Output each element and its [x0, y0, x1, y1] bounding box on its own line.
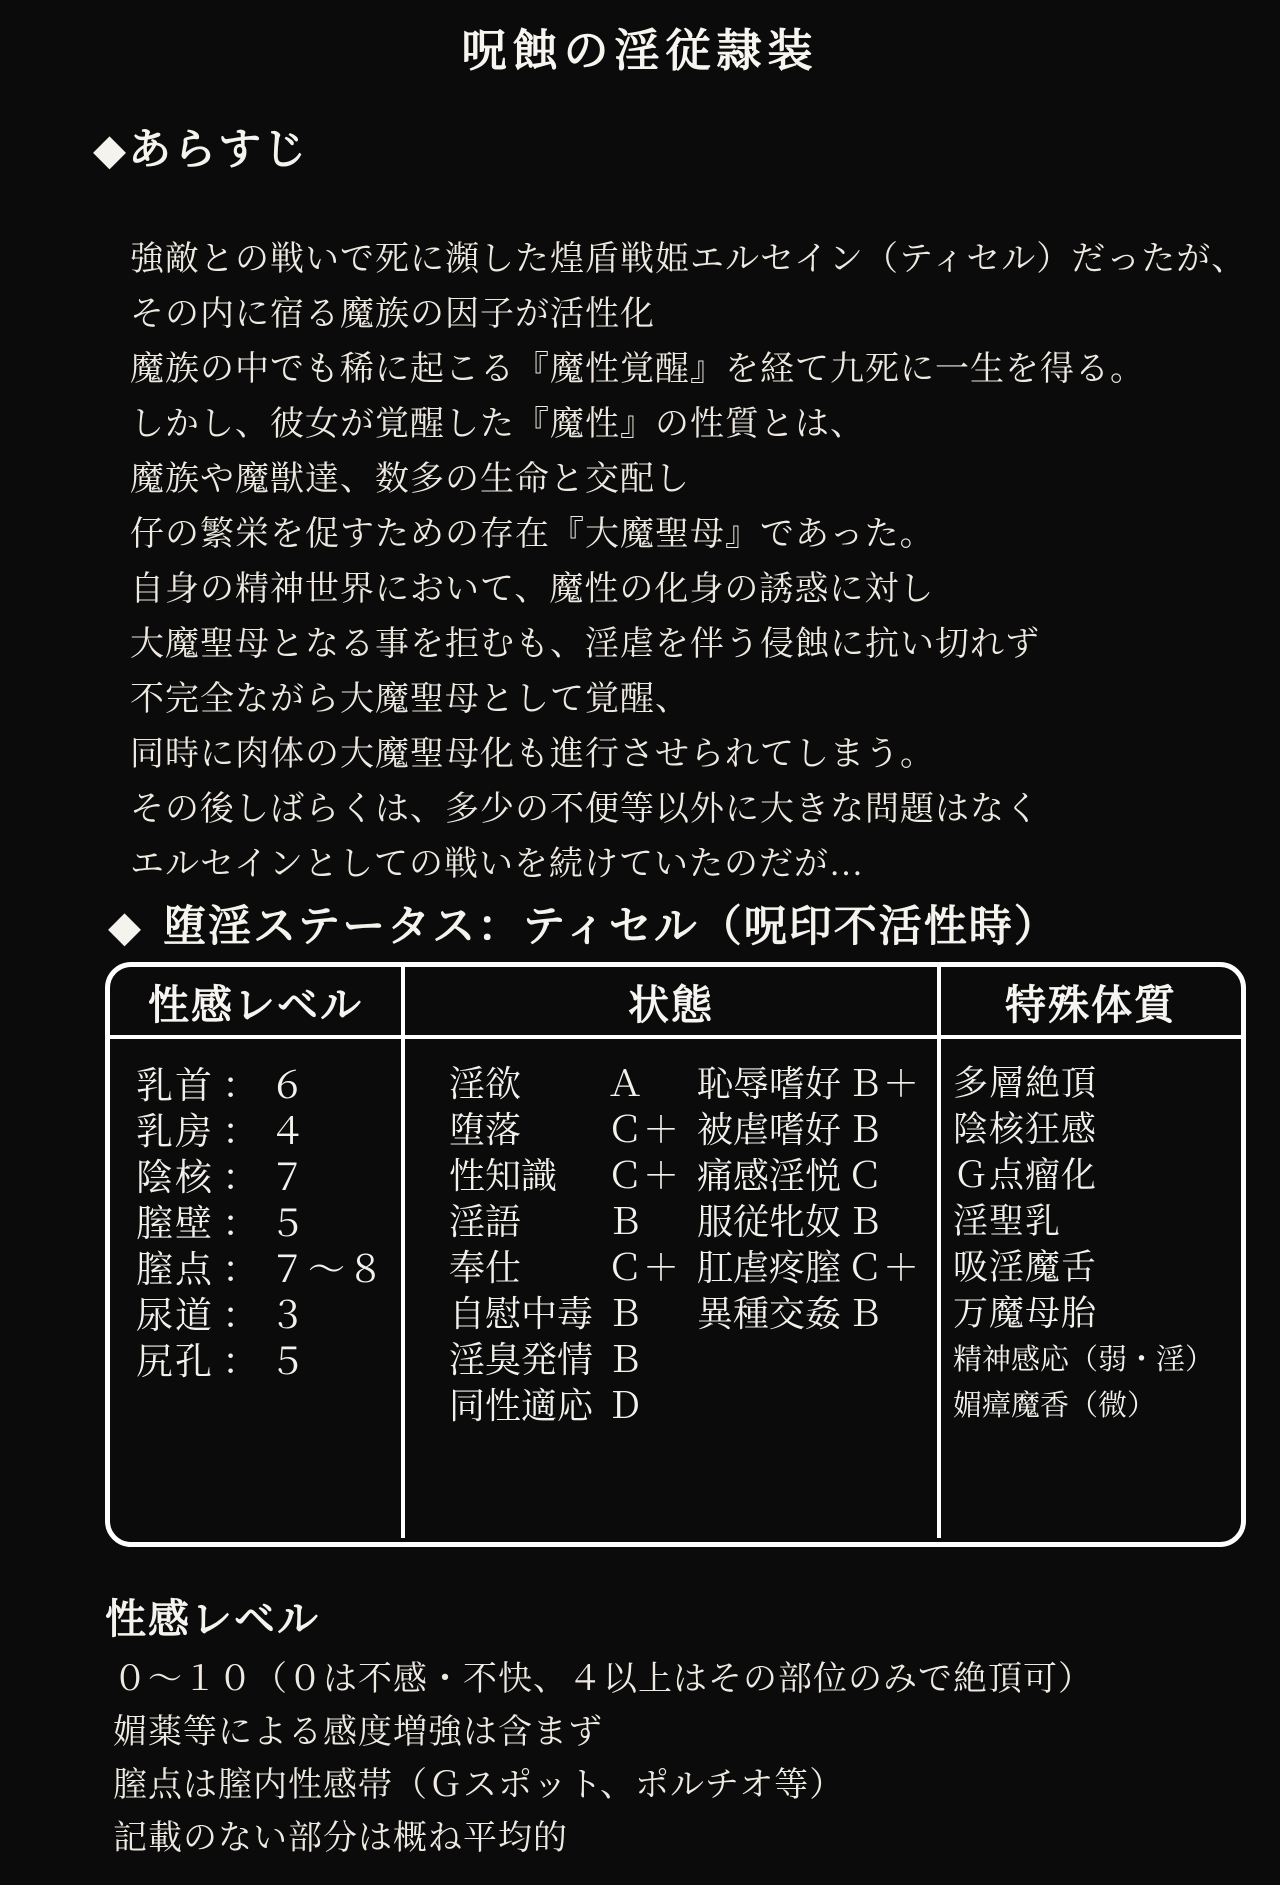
- synopsis-line: 魔族の中でも稀に起こる『魔性覚醒』を経て九死に一生を得る。: [130, 351, 1145, 388]
- state-rating: Ｃ: [847, 1155, 884, 1196]
- table-row: 陰核狂感: [953, 1110, 1098, 1149]
- table-row: [449, 1107, 697, 1153]
- table-row: [697, 1153, 919, 1199]
- table-row: 吸淫魔舌: [953, 1248, 1098, 1287]
- table-row: [449, 1245, 697, 1291]
- diamond-icon: ◆: [108, 903, 144, 951]
- synopsis-line: その後しばらくは、多少の不便等以外に大きな問題はなく: [130, 791, 1040, 828]
- status-table: [105, 962, 1246, 1547]
- page-title: 呪蝕の淫従隷装: [461, 26, 819, 76]
- sensitivity-label: 陰核: [136, 1157, 214, 1198]
- state-label: 恥辱嗜好: [697, 1063, 842, 1104]
- legend-heading: 性感レベル: [105, 1596, 320, 1642]
- state-column: [405, 1039, 941, 1538]
- synopsis-heading-label: あらすじ: [128, 126, 309, 174]
- sensitivity-value: ７: [269, 1157, 308, 1198]
- sensitivity-value: ５: [269, 1203, 308, 1244]
- separator: ：: [222, 1295, 261, 1336]
- synopsis-line: 同時に肉体の大魔聖母化も進行させられてしまう。: [130, 736, 935, 773]
- state-sublist-right: [697, 1061, 919, 1337]
- state-label: 淫欲: [449, 1063, 522, 1104]
- table-row: [136, 1201, 401, 1247]
- status-heading-label: 堕淫ステータス：ティセル（呪印不活性時）: [163, 903, 1059, 951]
- table-row: [136, 1293, 401, 1339]
- legend-line: ０～１０（０は不感・不快、４以上はその部位のみで絶頂可）: [113, 1661, 1093, 1698]
- column-header-sensitivity: 性感レベル: [110, 967, 405, 1039]
- separator: ：: [222, 1111, 261, 1152]
- sensitivity-column: [110, 1039, 405, 1538]
- synopsis-line: 自身の精神世界において、魔性の化身の誘惑に対し: [130, 571, 935, 608]
- sensitivity-value: ３: [269, 1295, 308, 1336]
- table-row: [136, 1155, 401, 1201]
- table-row: [449, 1291, 697, 1337]
- state-label: 奉仕: [449, 1247, 522, 1288]
- sensitivity-label: 尻孔: [136, 1341, 214, 1382]
- synopsis-line: エルセインとしての戦いを続けていたのだが…: [130, 846, 864, 883]
- state-label: 自慰中毒: [449, 1293, 594, 1334]
- synopsis-line: 仔の繁栄を促すための存在『大魔聖母』であった。: [130, 516, 935, 553]
- synopsis-heading: [93, 116, 308, 177]
- state-rating: Ｂ: [607, 1201, 644, 1242]
- table-row: [697, 1199, 919, 1245]
- separator: ：: [222, 1157, 261, 1198]
- state-rating: Ｃ＋: [607, 1109, 680, 1150]
- status-heading: [108, 893, 1059, 954]
- status-table-body: [110, 1039, 1241, 1538]
- state-rating: Ｄ: [607, 1385, 644, 1426]
- state-rating: Ｃ＋: [847, 1247, 920, 1288]
- table-row: 精神感応（弱・淫）: [953, 1344, 1215, 1376]
- state-rating: Ｂ: [847, 1109, 884, 1150]
- table-row: [697, 1291, 919, 1337]
- table-row: [136, 1247, 401, 1293]
- table-row: [697, 1107, 919, 1153]
- legend-line: 記載のない部分は概ね平均的: [113, 1820, 568, 1857]
- status-table-header: [110, 967, 1241, 1039]
- sensitivity-label: 膣壁: [136, 1203, 214, 1244]
- table-row: [449, 1199, 697, 1245]
- state-label: 淫語: [449, 1201, 522, 1242]
- table-row: [449, 1153, 697, 1199]
- table-row: [697, 1245, 919, 1291]
- synopsis-line: 魔族や魔獣達、数多の生命と交配し: [130, 461, 690, 498]
- state-label: 堕落: [449, 1109, 522, 1150]
- state-rating: Ｂ＋: [847, 1063, 920, 1104]
- separator: ：: [222, 1249, 261, 1290]
- table-row: Ｇ点瘤化: [953, 1156, 1098, 1195]
- sensitivity-value: ７～８: [269, 1249, 386, 1290]
- state-rating: Ｂ: [607, 1293, 644, 1334]
- separator: ：: [222, 1065, 261, 1106]
- separator: ：: [222, 1341, 261, 1382]
- state-rating: Ｃ＋: [607, 1247, 680, 1288]
- table-row: [136, 1109, 401, 1155]
- synopsis-line: 不完全ながら大魔聖母として覚醒、: [130, 681, 690, 718]
- table-row: [449, 1383, 697, 1429]
- synopsis-line: 強敵との戦いで死に瀕した煌盾戦姫エルセイン（ティセル）だったが、: [130, 241, 1247, 278]
- traits-column: [941, 1039, 1241, 1538]
- sensitivity-label: 尿道: [136, 1295, 214, 1336]
- sensitivity-value: ４: [269, 1111, 308, 1152]
- state-label: 同性適応: [449, 1385, 594, 1426]
- state-label: 痛感淫悦: [697, 1155, 842, 1196]
- legend-line: 膣点は膣内性感帯（Ｇスポット、ポルチオ等）: [113, 1767, 845, 1804]
- table-row: [697, 1061, 919, 1107]
- state-label: 被虐嗜好: [697, 1109, 842, 1150]
- legend-notes: [113, 1653, 1213, 1865]
- state-label: 性知識: [449, 1155, 558, 1196]
- sensitivity-label: 乳首: [136, 1065, 214, 1106]
- table-row: 淫聖乳: [953, 1202, 1062, 1241]
- table-row: 多層絶頂: [953, 1064, 1098, 1103]
- table-row: [136, 1339, 401, 1385]
- table-row: 万魔母胎: [953, 1294, 1098, 1333]
- table-row: [449, 1061, 697, 1107]
- legend-line: 媚薬等による感度増強は含まず: [113, 1714, 603, 1751]
- table-row: [449, 1337, 697, 1383]
- state-label: 肛虐疼膣: [697, 1247, 842, 1288]
- synopsis-paragraph: [130, 232, 1247, 892]
- diamond-icon: ◆: [93, 126, 129, 174]
- sensitivity-value: ６: [269, 1065, 308, 1106]
- separator: ：: [222, 1203, 261, 1244]
- state-rating: Ｃ＋: [607, 1155, 680, 1196]
- state-rating: Ｂ: [847, 1293, 884, 1334]
- state-rating: Ｂ: [847, 1201, 884, 1242]
- column-header-traits: 特殊体質: [941, 967, 1241, 1039]
- state-label: 淫臭発情: [449, 1339, 594, 1380]
- synopsis-line: しかし、彼女が覚醒した『魔性』の性質とは、: [130, 406, 865, 443]
- synopsis-line: 大魔聖母となる事を拒むも、淫虐を伴う侵蝕に抗い切れず: [130, 626, 1040, 663]
- state-sublist-left: [449, 1061, 697, 1429]
- state-label: 異種交姦: [697, 1293, 842, 1334]
- table-row: 媚瘴魔香（微）: [953, 1390, 1157, 1422]
- state-label: 服従牝奴: [697, 1201, 842, 1242]
- state-rating: Ａ: [607, 1063, 644, 1104]
- state-rating: Ｂ: [607, 1339, 644, 1380]
- synopsis-line: その内に宿る魔族の因子が活性化: [130, 296, 655, 333]
- sensitivity-label: 乳房: [136, 1111, 214, 1152]
- sensitivity-value: ５: [269, 1341, 308, 1382]
- sensitivity-label: 膣点: [136, 1249, 214, 1290]
- column-header-state: 状態: [405, 967, 941, 1039]
- table-row: [136, 1063, 401, 1109]
